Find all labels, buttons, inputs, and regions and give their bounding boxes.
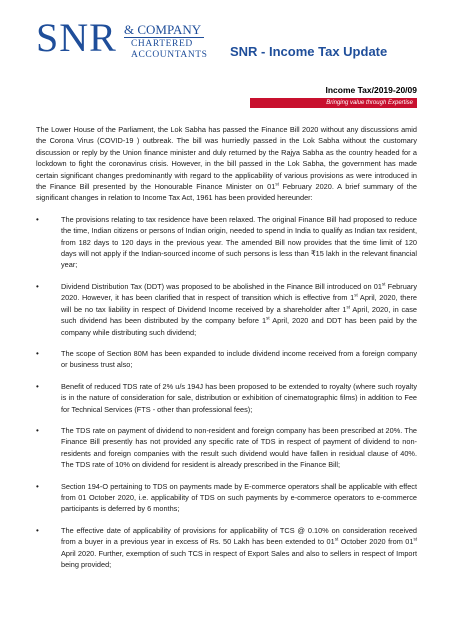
intro-paragraph <box>36 124 417 204</box>
list-item <box>36 525 417 571</box>
text-run: April 2020. Further, exemption of such TCS in respect of Export Sales and also to sellers in respect of Import being provided; <box>61 548 417 569</box>
bullet-icon: • <box>36 481 39 491</box>
text-run: The Lower House of the Parliament, the Lok Sabha has passed the Finance Bill 2020 without any discussions amid the Corona Virus (COVID-19 ) outbreak. The bill was hurriedly passed in the Lok Sabha without the customary discussion or reply by the Union finance minister and duly returned by the Rajya Sabha as the country headed for a lockdown to fight the coronavirus crisis. However, in the bill passed in the Lok Sabha, the government has made certain significant changes predominantly with regard to the applicability of various provisions as were introduced in the Finance Bill presented by the Honourable Finance Minister on 01 <box>36 125 417 192</box>
bullet-icon: • <box>36 348 39 358</box>
logo-accountants-text: ACCOUNTANTS <box>131 50 208 60</box>
logo-company-text: & COMPANY <box>124 22 202 37</box>
ordinal-suffix: st <box>334 536 339 542</box>
list-item <box>36 348 417 371</box>
text-run: April, 2020, there will be no tax liability in respect of Dividend Income received by a shareholder after 1 <box>61 293 417 314</box>
ordinal-suffix: st <box>266 315 270 321</box>
ordinal-suffix: st <box>354 292 358 298</box>
text-run: The provisions relating to tax residence have been relaxed. The original Finance Bill had proposed to reduce the time, Indian citizens or persons of Indian origin, needed to spend in India to qualify as Indian tax resident, from 182 days to 120 days in the previous year. The amended Bill now provides that the time limit of 120 days will not apply if the Indian-sourced income of such persons is less than ₹15 lakh in the relevant financial year; <box>61 214 417 270</box>
text-run: April, 2020, in case such dividend has been distributed by the company before 1 <box>61 304 418 326</box>
bullet-icon: • <box>36 381 39 391</box>
list-item <box>36 281 417 338</box>
text-run: February 2020. However, it has been clarified that in respect of transition which is effective from 1 <box>61 281 417 303</box>
logo-divider <box>124 37 204 38</box>
bullet-icon: • <box>36 214 39 224</box>
list-item <box>36 381 417 415</box>
text-run: October 2020 from 01 <box>338 537 414 547</box>
ordinal-suffix: st <box>381 281 386 287</box>
text-run: The effective date of applicability of provisions for applicability of TCS @ 0.10% on consideration received from a buyer in a previous year in excess of Rs. 50 Lakh has been extended to 01 <box>61 525 417 547</box>
list-item <box>36 481 417 515</box>
key-changes-list <box>36 214 417 571</box>
bullet-icon: • <box>36 281 39 291</box>
list-item <box>36 425 417 471</box>
logo-mark: SNR <box>36 15 117 60</box>
document-reference: Income Tax/2019-20/09 <box>325 85 417 95</box>
text-run: Dividend Distribution Tax (DDT) was proposed to be abolished in the Finance Bill introduced on 01 <box>61 281 382 291</box>
text-run: The scope of Section 80M has been expanded to include dividend income received from a foreign company or business trust also; <box>61 348 417 370</box>
text-run: Benefit of reduced TDS rate of 2% u/s 194J has been proposed to be extended to royalty (where such royalty is in the nature of consideration for sale, distribution or exhibition of cinematographic films) in addition to Fee for Technical Services (FTS - other than professional fees); <box>61 381 417 414</box>
text-run: The TDS rate on payment of dividend to non-resident and foreign company has been prescribed at 20%. The Finance Bill presently has not provided any specific rate of TDS in respect of payment of dividend to non-residents and foreign companies with the result such dividend would have fallen in residual clause of 40%. The TDS rate of 10% on dividend for resident is already prescribed in the Finance Bill; <box>61 425 417 470</box>
ordinal-suffix: st <box>413 536 417 542</box>
tagline-banner: Bringing value through Expertise <box>250 98 417 108</box>
ordinal-suffix: st <box>346 304 351 310</box>
document-title: SNR - Income Tax Update <box>230 44 388 59</box>
document-body <box>36 124 417 580</box>
logo-chartered-text: CHARTERED <box>131 39 193 49</box>
company-logo <box>36 15 208 66</box>
text-run: Section 194-O pertaining to TDS on payments made by E-commerce operators shall be applicable with effect from 01 October 2020, i.e. applicability of TDS on such payments by e-commerce operators to e-commerce participants is deferred by 6 months; <box>61 481 417 514</box>
list-item <box>36 214 417 271</box>
page-header <box>0 0 453 112</box>
ordinal-suffix: st <box>275 181 279 187</box>
bullet-icon: • <box>36 525 39 535</box>
text-run: April, 2020 and DDT has been paid by the company while distributing such dividend; <box>61 316 417 337</box>
text-run: February 2020. A brief summary of the significant changes in relation to Income Tax Act, 1961 has been provided hereunder: <box>36 182 417 203</box>
bullet-icon: • <box>36 425 39 435</box>
